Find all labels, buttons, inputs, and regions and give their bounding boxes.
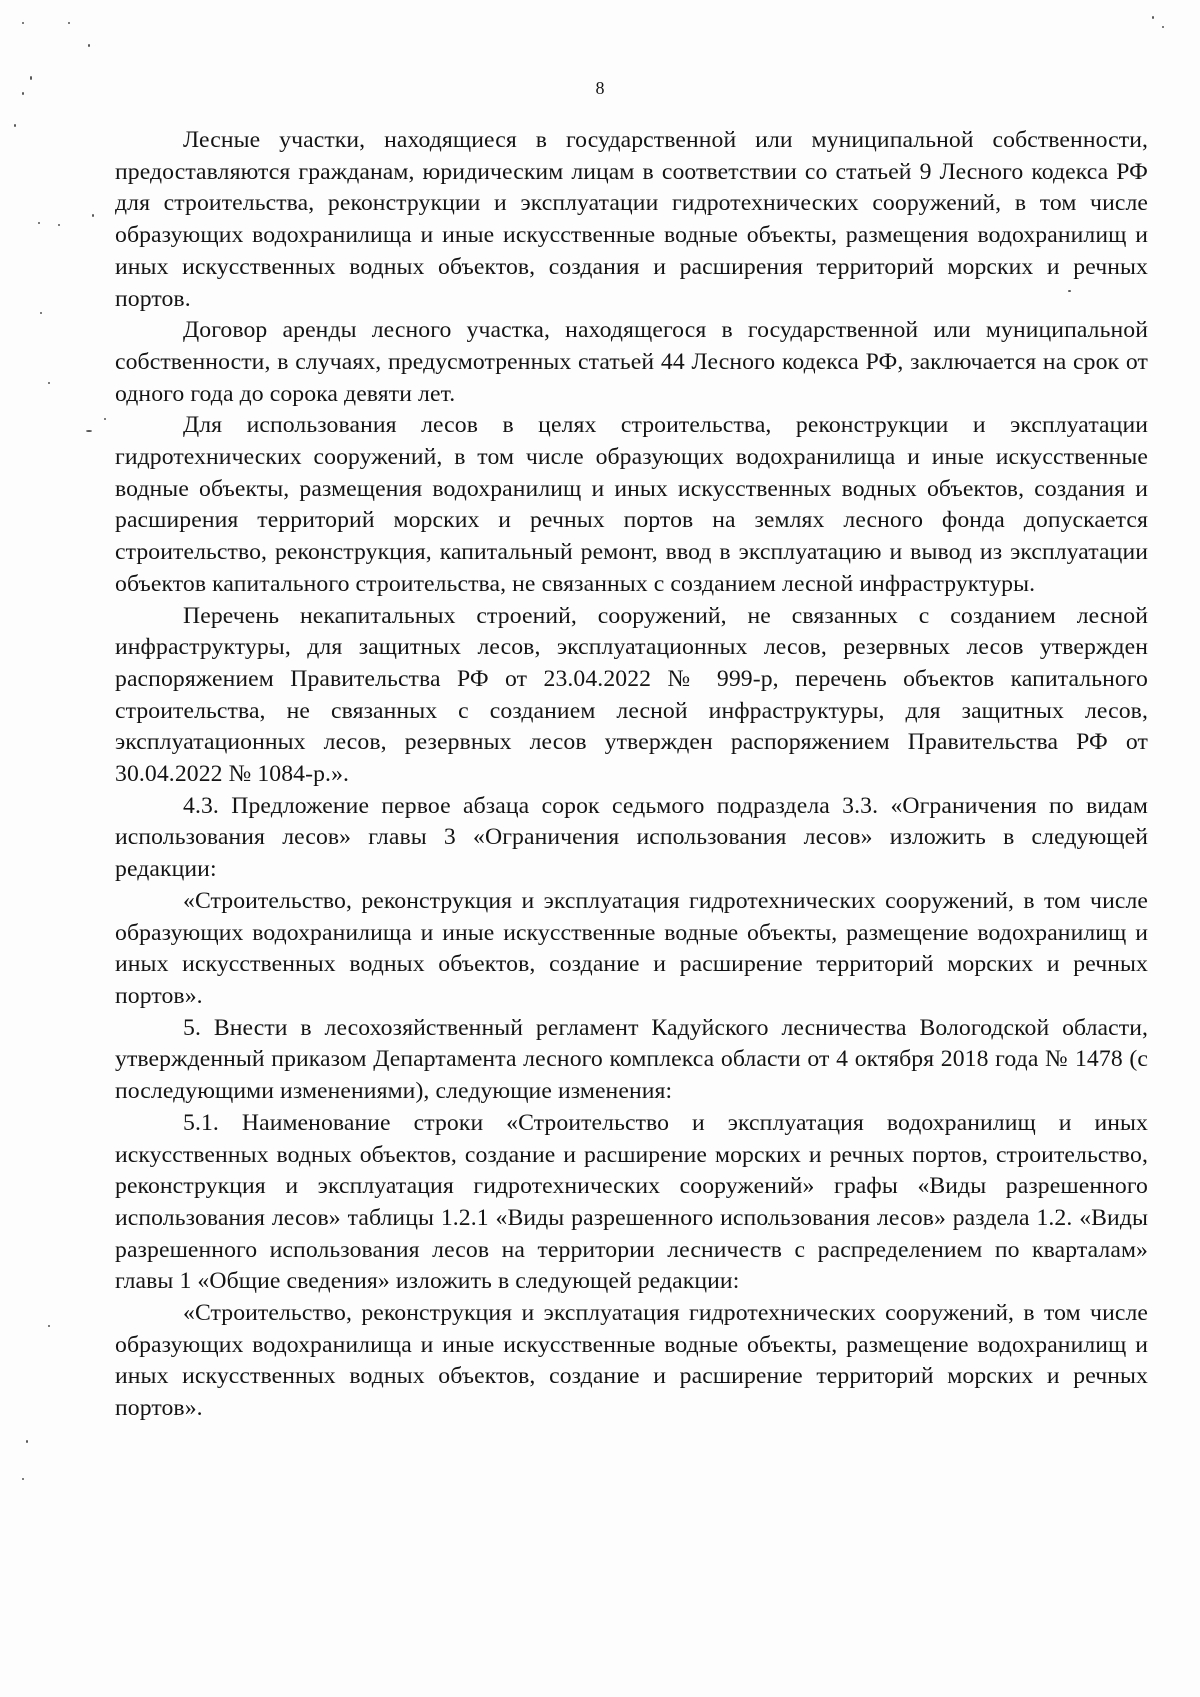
paragraph-amendment-5-1: 5.1. Наименование строки «Строительство и эксплуатация водохранилищ и иных искусственных водных объектов, создание и расширение морских и речных портов, строительство, реконструкция и эксплуатация гидротехнических сооружений» графы «Виды разрешенного использования лесов» таблицы 1.2.1 «Виды разрешенного использования лесов» раздела 1.2. «Виды разрешенного использования лесов на территории лесничеств с распределением по кварталам» главы 1 «Общие сведения» изложить в следующей редакции: [115, 1109, 1148, 1295]
scan-speck [92, 214, 94, 217]
scan-speck [68, 22, 70, 24]
scan-speck [1162, 26, 1164, 28]
paragraph-quoted-wording-1: «Строительство, реконструкция и эксплуатация гидротехнических сооружений, в том числе образующих водохранилища и иные искусственные водные объекты, размещение водохранилищ и иных искусственных водных объектов, создание и расширение территорий морских и речных портов». [115, 887, 1148, 1009]
scan-speck [38, 222, 40, 224]
scan-speck [1152, 16, 1154, 19]
page-number: 8 [595, 78, 605, 98]
paragraph-item-5: 5. Внести в лесохозяйственный регламент Кадуйского лесничества Вологодской области, утвержденный приказом Департамента лесного комплекса области от 4 октября 2018 года № 1478 (с последующими изменениями), следующие изменения: [115, 1014, 1148, 1105]
paragraph-permitted-construction: Для использования лесов в целях строительства, реконструкции и эксплуатации гидротехнических сооружений, в том числе образующих водохранилища и иные искусственные водные объекты, размещения водохранилищ и иных искусственных водных объектов, создания и расширения территорий морских и речных портов на землях лесного фонда допускается строительство, реконструкция, капитальный ремонт, ввод в эксплуатацию и вывод из эксплуатации объектов капитального строительства, не связанных с созданием лесной инфраструктуры. [115, 412, 1148, 597]
scan-speck [22, 22, 24, 24]
paragraph-quoted-wording-2: «Строительство, реконструкция и эксплуатация гидротехнических сооружений, в том числе образующих водохранилища и иные искусственные водные объекты, размещение водохранилищ и иных искусственных водных объектов, создание и расширение территорий морских и речных портов». [115, 1300, 1148, 1422]
paragraph-structures-list: Перечень некапитальных строений, сооружений, не связанных с созданием лесной инфраструктуры, для защитных лесов, эксплуатационных лесов, резервных лесов утвержден распоряжением Правительства РФ от 23.04.2022 № 999-р, перечень объектов капитального строительства, не связанных с созданием лесной инфраструктуры, для защитных лесов, эксплуатационных лесов, резервных лесов утвержден распоряжением Правительства РФ от 30.04.2022 № 1084-р.». [115, 602, 1148, 788]
scan-speck [26, 1440, 28, 1443]
scan-speck [22, 1478, 24, 1480]
paragraph-forest-plots-provision: Лесные участки, находящиеся в государственной или муниципальной собственности, предоставляются гражданам, юридическим лицам в соответствии со статьей 9 Лесного кодекса РФ для строительства, реконструкции и эксплуатации гидротехнических сооружений, в том числе образующих водохранилища и иные искусственные водные объекты, размещения водохранилищ и иных искусственных водных объектов, создания и расширения территорий морских и речных портов. [115, 127, 1148, 312]
scan-speck [48, 382, 50, 384]
scan-speck [40, 312, 42, 314]
document-body [115, 125, 1148, 1425]
scan-speck [86, 430, 92, 432]
scan-speck [58, 224, 60, 226]
scan-speck [22, 92, 24, 95]
paragraph-amendment-4-3: 4.3. Предложение первое абзаца сорок седьмого подраздела 3.3. «Ограничения по видам использования лесов» главы 3 «Ограничения использования лесов» изложить в следующей редакции: [115, 792, 1148, 883]
scan-speck [30, 76, 32, 80]
scan-speck [1068, 290, 1071, 292]
scan-speck [88, 44, 90, 47]
scan-speck [48, 1325, 50, 1327]
scan-speck [104, 418, 106, 420]
scan-speck [14, 124, 16, 127]
paragraph-lease-agreement-term: Договор аренды лесного участка, находящегося в государственной или муниципальной собственности, в случаях, предусмотренных статьей 44 Лесного кодекса РФ, заключается на срок от одного года до сорока девяти лет. [115, 317, 1148, 407]
